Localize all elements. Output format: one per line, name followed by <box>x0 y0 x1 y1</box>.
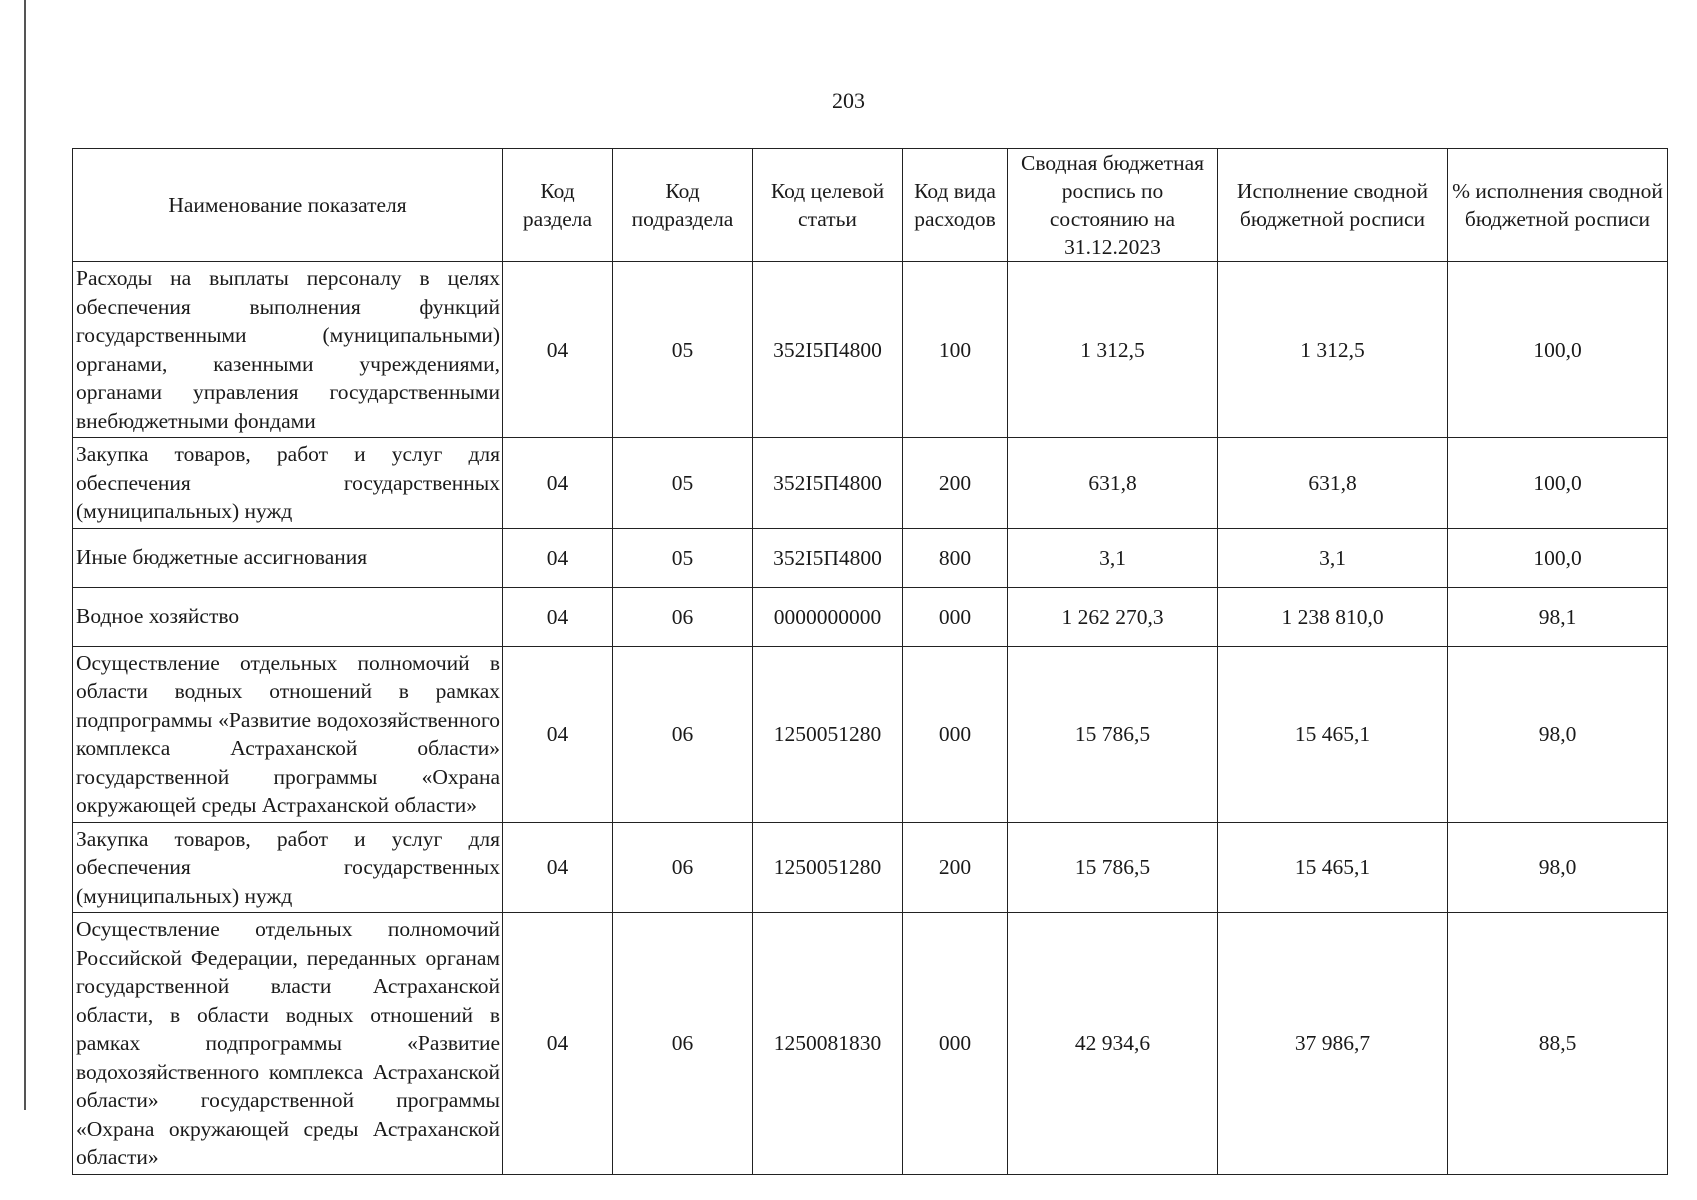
row-percent: 100,0 <box>1448 438 1668 529</box>
row-expense-type-code: 000 <box>903 587 1008 646</box>
row-subsection-code: 05 <box>613 262 753 438</box>
row-execution: 631,8 <box>1218 438 1448 529</box>
header-section-code: Код раздела <box>503 149 613 262</box>
row-name: Закупка товаров, работ и услуг для обеспечения государственных (муниципальных) нужд <box>73 438 503 529</box>
row-name: Осуществление отдельных полномочий Российской Федерации, переданных органам государственной власти Астраханской области, в области водных отношений в рамках подпрограммы «Развитие водохозяйственного комплекса Астраханской области» государственной программы «Охрана окружающей среды Астраханской области» <box>73 913 503 1175</box>
row-budget-plan: 15 786,5 <box>1008 646 1218 822</box>
row-section-code: 04 <box>503 438 613 529</box>
row-expense-type-code: 100 <box>903 262 1008 438</box>
row-percent: 88,5 <box>1448 913 1668 1175</box>
header-target-item-code: Код целевой статьи <box>753 149 903 262</box>
row-budget-plan: 1 312,5 <box>1008 262 1218 438</box>
row-expense-type-code: 200 <box>903 438 1008 529</box>
row-percent: 100,0 <box>1448 262 1668 438</box>
header-budget-plan: Сводная бюджетная роспись по состоянию на 31.12.2023 <box>1008 149 1218 262</box>
row-subsection-code: 06 <box>613 913 753 1175</box>
row-name: Осуществление отдельных полномочий в области водных отношений в рамках подпрограммы «Развитие водохозяйственного комплекса Астраханской области» государственной программы «Охрана окружающей среды Астраханской области» <box>73 646 503 822</box>
row-expense-type-code: 800 <box>903 528 1008 587</box>
row-target-item-code: 352I5П4800 <box>753 262 903 438</box>
row-subsection-code: 06 <box>613 822 753 913</box>
row-execution: 3,1 <box>1218 528 1448 587</box>
header-execution: Исполнение сводной бюджетной росписи <box>1218 149 1448 262</box>
table-row <box>73 528 1668 587</box>
row-execution: 15 465,1 <box>1218 822 1448 913</box>
budget-execution-table <box>72 148 1668 1175</box>
row-budget-plan: 1 262 270,3 <box>1008 587 1218 646</box>
row-percent: 100,0 <box>1448 528 1668 587</box>
row-section-code: 04 <box>503 587 613 646</box>
row-target-item-code: 1250081830 <box>753 913 903 1175</box>
row-expense-type-code: 000 <box>903 913 1008 1175</box>
row-subsection-code: 05 <box>613 438 753 529</box>
header-expense-type-code: Код вида расходов <box>903 149 1008 262</box>
row-section-code: 04 <box>503 262 613 438</box>
header-name: Наименование показателя <box>73 149 503 262</box>
table-row <box>73 822 1668 913</box>
row-expense-type-code: 200 <box>903 822 1008 913</box>
row-percent: 98,0 <box>1448 646 1668 822</box>
row-name: Расходы на выплаты персоналу в целях обеспечения выполнения функций государственными (муниципальными) органами, казенными учреждениями, органами управления государственными внебюджетными фондами <box>73 262 503 438</box>
row-target-item-code: 352I5П4800 <box>753 438 903 529</box>
row-budget-plan: 15 786,5 <box>1008 822 1218 913</box>
page-number: 203 <box>832 88 865 113</box>
row-subsection-code: 06 <box>613 587 753 646</box>
table-header-row <box>73 149 1668 262</box>
table-row <box>73 587 1668 646</box>
row-budget-plan: 631,8 <box>1008 438 1218 529</box>
left-margin-line <box>24 0 26 1110</box>
row-name: Водное хозяйство <box>73 587 503 646</box>
table-row <box>73 438 1668 529</box>
table-row <box>73 913 1668 1175</box>
row-budget-plan: 3,1 <box>1008 528 1218 587</box>
row-name: Иные бюджетные ассигнования <box>73 528 503 587</box>
row-section-code: 04 <box>503 822 613 913</box>
row-subsection-code: 06 <box>613 646 753 822</box>
table-row <box>73 646 1668 822</box>
table-row <box>73 262 1668 438</box>
header-percent: % исполнения сводной бюджетной росписи <box>1448 149 1668 262</box>
row-execution: 15 465,1 <box>1218 646 1448 822</box>
row-percent: 98,1 <box>1448 587 1668 646</box>
row-target-item-code: 1250051280 <box>753 646 903 822</box>
row-subsection-code: 05 <box>613 528 753 587</box>
row-percent: 98,0 <box>1448 822 1668 913</box>
row-budget-plan: 42 934,6 <box>1008 913 1218 1175</box>
row-section-code: 04 <box>503 646 613 822</box>
row-expense-type-code: 000 <box>903 646 1008 822</box>
row-target-item-code: 352I5П4800 <box>753 528 903 587</box>
row-section-code: 04 <box>503 528 613 587</box>
row-execution: 1 238 810,0 <box>1218 587 1448 646</box>
row-execution: 1 312,5 <box>1218 262 1448 438</box>
row-name: Закупка товаров, работ и услуг для обеспечения государственных (муниципальных) нужд <box>73 822 503 913</box>
row-target-item-code: 1250051280 <box>753 822 903 913</box>
row-execution: 37 986,7 <box>1218 913 1448 1175</box>
row-target-item-code: 0000000000 <box>753 587 903 646</box>
row-section-code: 04 <box>503 913 613 1175</box>
header-subsection-code: Код подраздела <box>613 149 753 262</box>
